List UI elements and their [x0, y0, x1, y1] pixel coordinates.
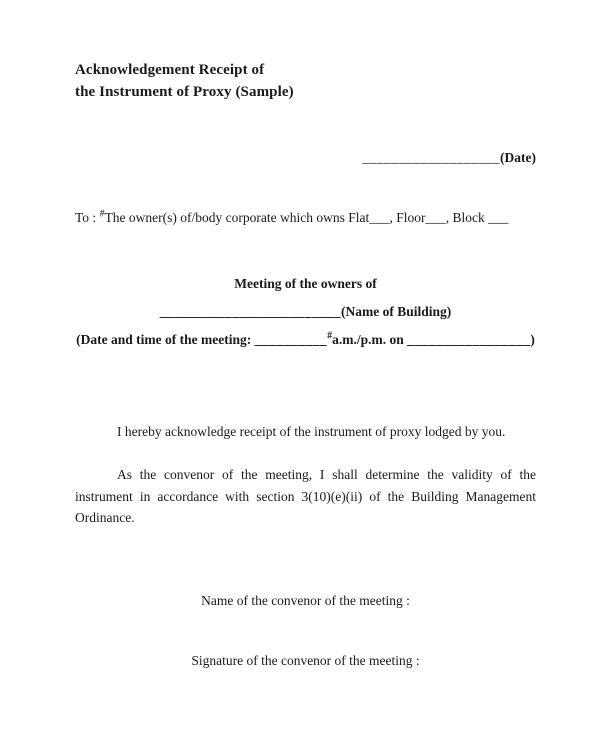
to-prefix: To : [75, 209, 100, 225]
document-title-line1: Acknowledgement Receipt of [75, 62, 265, 78]
meeting-date-blank-line: _________________ [407, 332, 531, 348]
meeting-heading-block [75, 270, 536, 355]
time-blank-line: __________ [254, 332, 328, 348]
datetime-mid: a.m./p.m. on [332, 332, 408, 348]
datetime-prefix: (Date and time of the meeting: [76, 332, 255, 348]
date-label: (Date) [500, 149, 536, 165]
convenor-signature-label: Signature of the convenor of the meeting : [191, 652, 420, 668]
meeting-heading: Meeting of the owners of [234, 275, 377, 291]
date-row [75, 150, 536, 166]
convenor-validity-paragraph: As the convenor of the meeting, I shall determine the validity of the instrument in accordance with section 3(10)(e)(ii) of the Building Management Ordinance. [75, 467, 536, 526]
document-title [75, 60, 536, 104]
building-name-line [75, 298, 536, 326]
document-title-line2: the Instrument of Proxy (Sample) [75, 83, 294, 100]
building-blank-line: _________________________ [159, 303, 341, 319]
acknowledgement-paragraph: I hereby acknowledge receipt of the instrument of proxy lodged by you. [117, 423, 506, 439]
addressee-text: The owner(s) of/body corporate which owns Flat___, Floor___, Block ___ [104, 209, 509, 225]
addressee-line [75, 210, 536, 226]
building-label: (Name of Building) [340, 303, 452, 319]
convenor-name-label: Name of the convenor of the meeting : [201, 592, 410, 608]
footnote-hash-mark: # [327, 330, 333, 342]
datetime-suffix: ) [530, 332, 535, 348]
meeting-datetime-line [75, 326, 536, 354]
footnote-hash-mark: # [99, 208, 105, 219]
date-blank-line: ___________________ [362, 149, 501, 165]
